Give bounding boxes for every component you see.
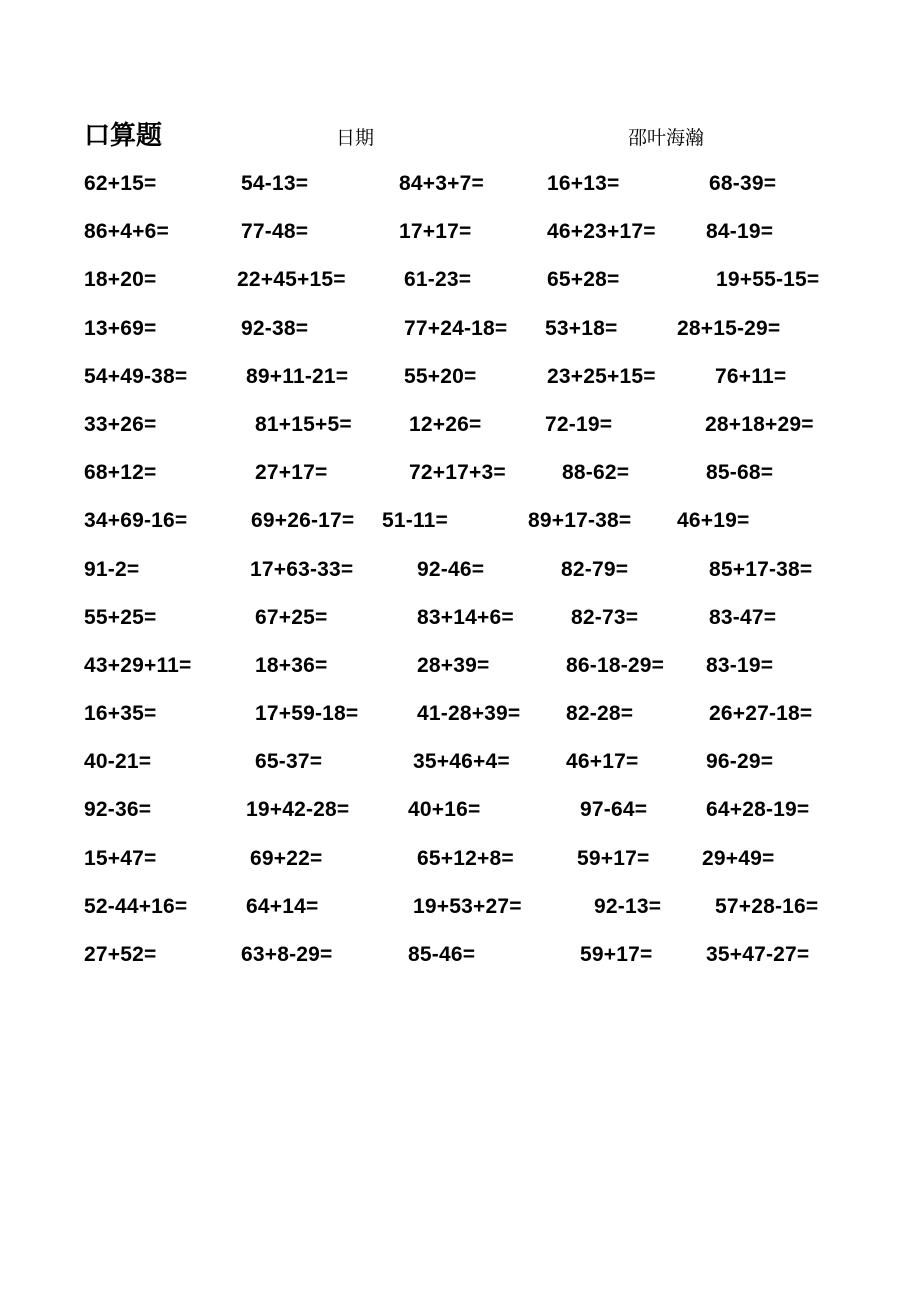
problem-item: 22+45+15= bbox=[237, 268, 346, 292]
problem-item: 83-47= bbox=[709, 605, 777, 629]
problem-item: 17+59-18= bbox=[255, 702, 359, 726]
problem-item: 43+29+11= bbox=[84, 653, 192, 677]
problem-item: 72+17+3= bbox=[409, 461, 506, 485]
problem-item: 41-28+39= bbox=[417, 702, 521, 726]
problem-row bbox=[0, 650, 920, 698]
problem-item: 68+12= bbox=[84, 461, 157, 485]
problem-item: 82-79= bbox=[561, 557, 629, 581]
problem-item: 46+19= bbox=[677, 509, 750, 533]
problem-item: 68-39= bbox=[709, 172, 777, 195]
date-label: 日期 bbox=[336, 127, 375, 149]
problem-row bbox=[0, 891, 920, 939]
problem-item: 97-64= bbox=[580, 798, 648, 822]
problem-row bbox=[0, 264, 920, 312]
problem-row bbox=[0, 409, 920, 457]
problem-item: 92-36= bbox=[84, 798, 152, 822]
problem-item: 33+26= bbox=[84, 412, 157, 436]
problem-item: 16+35= bbox=[84, 702, 157, 726]
problem-item: 59+17= bbox=[580, 943, 653, 966]
problem-item: 59+17= bbox=[577, 846, 650, 870]
problem-row bbox=[0, 746, 920, 794]
problem-item: 13+69= bbox=[84, 316, 157, 340]
problem-item: 92-46= bbox=[417, 557, 485, 581]
problem-item: 84-19= bbox=[706, 220, 774, 244]
problem-item: 40+16= bbox=[408, 798, 481, 822]
problem-item: 83-19= bbox=[706, 653, 774, 677]
problem-item: 34+69-16= bbox=[84, 509, 188, 533]
problem-item: 18+20= bbox=[84, 268, 157, 292]
problem-item: 65+12+8= bbox=[417, 846, 514, 870]
problem-item: 54+49-38= bbox=[84, 364, 188, 388]
problem-item: 15+47= bbox=[84, 846, 157, 870]
problem-item: 84+3+7= bbox=[399, 172, 484, 195]
problem-item: 82-28= bbox=[566, 702, 634, 726]
problem-item: 28+15-29= bbox=[677, 316, 781, 340]
problem-item: 85-68= bbox=[706, 461, 774, 485]
problem-item: 12+26= bbox=[409, 412, 482, 436]
worksheet-title: 口算题 bbox=[84, 121, 163, 151]
problem-item: 61-23= bbox=[404, 268, 472, 292]
problem-item: 65-37= bbox=[255, 750, 323, 774]
problem-row bbox=[0, 939, 920, 987]
problem-item: 82-73= bbox=[571, 605, 639, 629]
problem-item: 55+25= bbox=[84, 605, 157, 629]
problem-item: 55+20= bbox=[404, 364, 477, 388]
problem-item: 40-21= bbox=[84, 750, 152, 774]
problem-row bbox=[0, 168, 920, 216]
problem-item: 85-46= bbox=[408, 943, 476, 966]
problem-item: 19+53+27= bbox=[413, 894, 522, 918]
problem-item: 96-29= bbox=[706, 750, 774, 774]
problem-item: 92-13= bbox=[594, 894, 662, 918]
problem-row bbox=[0, 698, 920, 746]
problem-item: 72-19= bbox=[545, 412, 613, 436]
problem-row bbox=[0, 361, 920, 409]
problem-item: 28+18+29= bbox=[705, 412, 814, 436]
problem-grid bbox=[0, 168, 920, 987]
problem-item: 77-48= bbox=[241, 220, 309, 244]
problem-item: 76+11= bbox=[715, 364, 787, 388]
problem-item: 86+4+6= bbox=[84, 220, 169, 244]
problem-item: 19+42-28= bbox=[246, 798, 350, 822]
problem-item: 35+47-27= bbox=[706, 943, 810, 966]
problem-item: 91-2= bbox=[84, 557, 140, 581]
problem-item: 85+17-38= bbox=[709, 557, 813, 581]
problem-item: 69+26-17= bbox=[251, 509, 355, 533]
problem-item: 46+23+17= bbox=[547, 220, 656, 244]
problem-row bbox=[0, 216, 920, 264]
problem-item: 62+15= bbox=[84, 172, 157, 195]
problem-row bbox=[0, 457, 920, 505]
problem-item: 46+17= bbox=[566, 750, 639, 774]
problem-item: 88-62= bbox=[562, 461, 630, 485]
problem-item: 35+46+4= bbox=[413, 750, 510, 774]
problem-item: 27+52= bbox=[84, 943, 157, 966]
problem-item: 18+36= bbox=[255, 653, 328, 677]
problem-row bbox=[0, 505, 920, 553]
problem-item: 51-11= bbox=[382, 509, 449, 533]
problem-item: 69+22= bbox=[250, 846, 323, 870]
problem-item: 89+17-38= bbox=[528, 509, 632, 533]
problem-item: 89+11-21= bbox=[246, 364, 349, 388]
problem-item: 64+28-19= bbox=[706, 798, 810, 822]
problem-item: 86-18-29= bbox=[566, 653, 665, 677]
problem-item: 23+25+15= bbox=[547, 364, 656, 388]
problem-item: 64+14= bbox=[246, 894, 319, 918]
problem-item: 29+49= bbox=[702, 846, 775, 870]
problem-item: 27+17= bbox=[255, 461, 328, 485]
problem-item: 65+28= bbox=[547, 268, 620, 292]
worksheet-header bbox=[0, 118, 920, 158]
problem-item: 28+39= bbox=[417, 653, 490, 677]
problem-item: 67+25= bbox=[255, 605, 328, 629]
student-name: 邵叶海瀚 bbox=[628, 127, 705, 149]
problem-item: 57+28-16= bbox=[715, 894, 819, 918]
problem-item: 19+55-15= bbox=[716, 268, 820, 292]
problem-item: 53+18= bbox=[545, 316, 618, 340]
problem-item: 16+13= bbox=[547, 172, 620, 195]
problem-row bbox=[0, 843, 920, 891]
problem-row bbox=[0, 554, 920, 602]
problem-row bbox=[0, 313, 920, 361]
problem-item: 92-38= bbox=[241, 316, 309, 340]
problem-item: 52-44+16= bbox=[84, 894, 188, 918]
problem-item: 63+8-29= bbox=[241, 943, 333, 966]
problem-item: 77+24-18= bbox=[404, 316, 508, 340]
problem-item: 81+15+5= bbox=[255, 412, 352, 436]
problem-item: 17+17= bbox=[399, 220, 472, 244]
problem-row bbox=[0, 602, 920, 650]
problem-item: 83+14+6= bbox=[417, 605, 514, 629]
problem-item: 26+27-18= bbox=[709, 702, 813, 726]
problem-row bbox=[0, 794, 920, 842]
problem-item: 17+63-33= bbox=[250, 557, 354, 581]
problem-item: 54-13= bbox=[241, 172, 309, 195]
